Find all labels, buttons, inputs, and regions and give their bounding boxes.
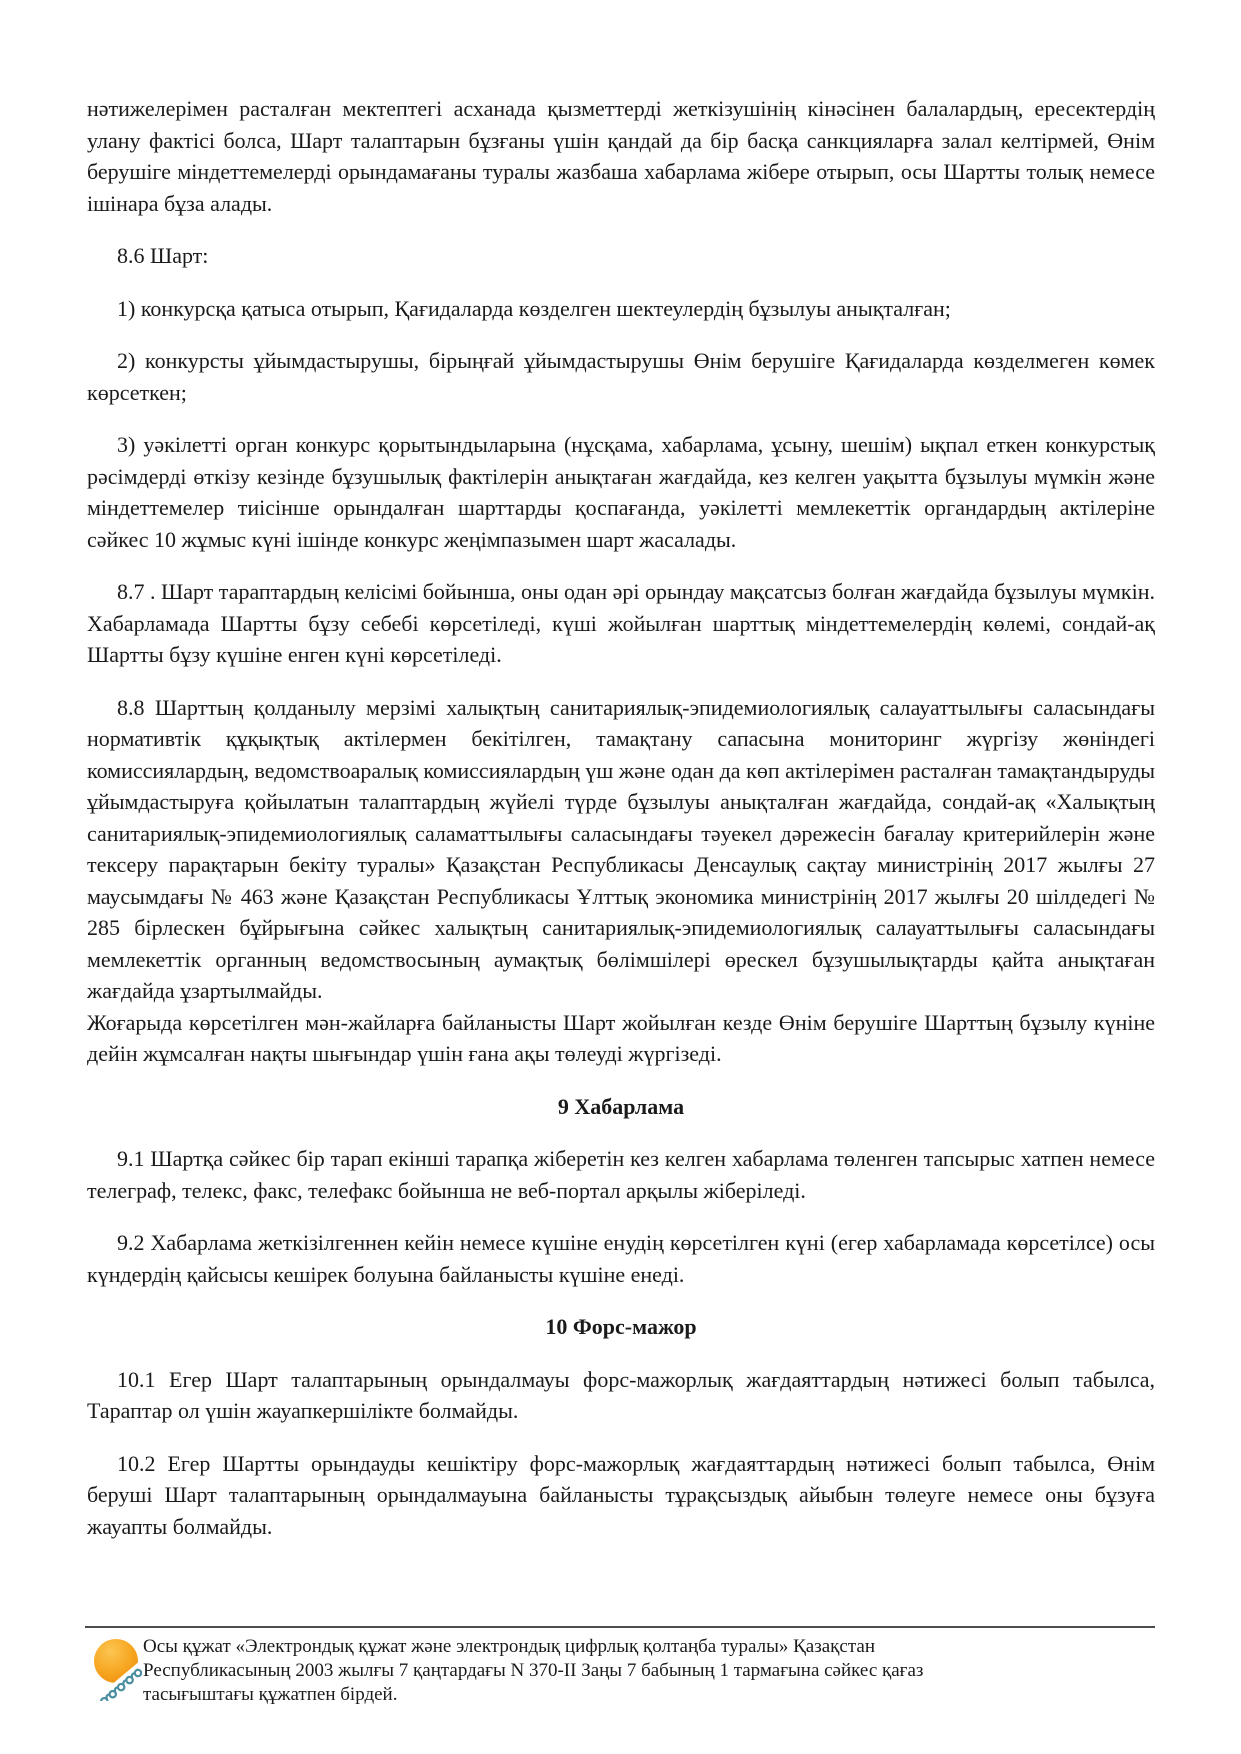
paragraph-clause-8-8: 8.8 Шарттың қолданылу мерзімі халықтың санитариялық-эпидемиологиялық салауаттылығы саласындағы нормативтік құқықтық актілермен бекітілген, тамақтану сапасына мониторинг жүргізу жөніндегі комиссиялардың, ведомствоаралық комиссиялардың үш және одан да көп актілерімен расталған тамақтандыруды ұйымдастыруға қойылатын талаптардың жүйелі түрде бұзылуы анықталған жағдайда, сондай-ақ «Халықтың санитариялық-эпидемиологиялық саламаттылығы саласындағы тәуекел дәрежесін бағалау критерийлерін және тексеру парақтарын бекіту туралы» Қазақстан Республикасы Денсаулық сақтау министрінің 2017 жылғы 27 маусымдағы № 463 және Қазақстан Республикасы Ұлттық экономика министрінің 2017 жылғы 20 шілдедегі № 285 бірлескен бұйрығына сәйкес халықтың санитариялық-эпидемиологиялық салауаттылығы саласындағы мемлекеттік органның ведомствосының аумақтық бөлімшілері өрескел бұзушылықтарды қайта анықтаған жағдайда ұзартылмайды. (87, 694, 1155, 1003)
document-body (87, 93, 1155, 1626)
section-10-heading: 10 Форс-мажор (545, 1314, 697, 1339)
signature-note-line: Осы құжат «Электрондық құжат және электрондық цифрлық қолтаңба туралы» Қазақстан (143, 1636, 875, 1657)
section-9-heading: 9 Хабарлама (557, 1093, 685, 1119)
paragraph-clause-8-6: 8.6 Шарт: (117, 243, 209, 268)
paragraph-clause-9-2: 9.2 Хабарлама жеткізілгеннен кейін немесе күшіне енудің көрсетілген күні (егер хабарламада көрсетілсе) осы күндердің қайсысы кешірек болуына байланысты күшіне енеді. (87, 1230, 1155, 1287)
paragraph-clause-9-1: 9.1 Шартқа сәйкес бір тарап екінші тарапқа жіберетін кез келген хабарлама төленген тапсырыс хатпен немесе телеграф, телекс, факс, телефакс бойынша не веб-портал арқылы жіберіледі. (87, 1146, 1155, 1203)
signature-note-line: Республикасының 2003 жылғы 7 қаңтардағы N 370-II Заңы 7 бабының 1 тармағына сәйкес қағаз (143, 1660, 924, 1681)
paragraph-item-3: 3) уәкілетті орган конкурс қорытындыларына (нұсқама, хабарлама, ұсыну, шешім) ықпал еткен конкурстық рәсімдерді өткізу кезінде бұзушылық фактілерін анықтаған жағдайда, кез келген уақытта бұзылуы мүмкін және міндеттемелер тиісінше орындалған шарттарды қоспағанда, уәкілетті мемлекеттік органдардың актілеріне сәйкес 10 жұмыс күні ішінде конкурс жеңімпазымен шарт жасалады. (87, 432, 1155, 552)
signature-note (85, 1628, 1155, 1715)
paragraph-intro-continuation: нәтижелерімен расталған мектептегі асханада қызметтерді жеткізушінің кінәсінен балалардың, ересектердің улану фактісі болса, Шарт талаптарын бұзғаны үшін қандай да бір басқа санкцияларға залал келтірмей, Өнім берушіге міндеттемелерді орындамағаны туралы жазбаша хабарлама жібере отырып, осы Шартты толық немесе ішінара бұза алады. (87, 96, 1155, 216)
footer-divider (85, 1626, 1155, 1715)
paragraph-item-2: 2) конкурсты ұйымдастырушы, бірыңғай ұйымдастырушы Өнім берушіге Қағидаларда көзделмеген көмек көрсеткен; (87, 348, 1155, 405)
paragraph-item-1: 1) конкурсқа қатыса отырып, Қағидаларда көзделген шектеулердің бұзылуы анықталған; (117, 295, 951, 321)
signature-note-line: тасығыштағы құжатпен бірдей. (143, 1684, 398, 1705)
paragraph-clause-8-7: 8.7 . Шарт тараптардың келісімі бойынша, оны одан әрі орындау мақсатсыз болған жағдайда бұзылуы мүмкін. Хабарламада Шартты бұзу себебі көрсетіледі, күші жойылған шарттық міндеттемелердің көлемі, сондай-ақ Шартты бұзу күшіне енген күні көрсетіледі. (87, 579, 1155, 667)
egov-logo-icon (94, 1639, 142, 1701)
paragraph-clause-8-8-continuation: Жоғарыда көрсетілген мән-жайларға байланысты Шарт жойылған кезде Өнім берушіге Шарттың бұзылу күніне дейін жұмсалған нақты шығындар үшін ғана ақы төлеуді жүргізеді. (87, 1009, 1155, 1066)
paragraph-clause-10-2: 10.2 Егер Шартты орындауды кешіктіру форс-мажорлық жағдаяттардың нәтижесі болып табылса, Өнім беруші Шарт талаптарының орындалмауына байланысты тұрақсыздық айыбын төлеуге немесе оны бұзуға жауапты болмайды. (87, 1450, 1155, 1539)
paragraph-clause-10-1: 10.1 Егер Шарт талаптарының орындалмауы форс-мажорлық жағдаяттардың нәтижесі болып табылса, Тараптар ол үшін жауапкершілікте болмайды. (87, 1366, 1155, 1423)
